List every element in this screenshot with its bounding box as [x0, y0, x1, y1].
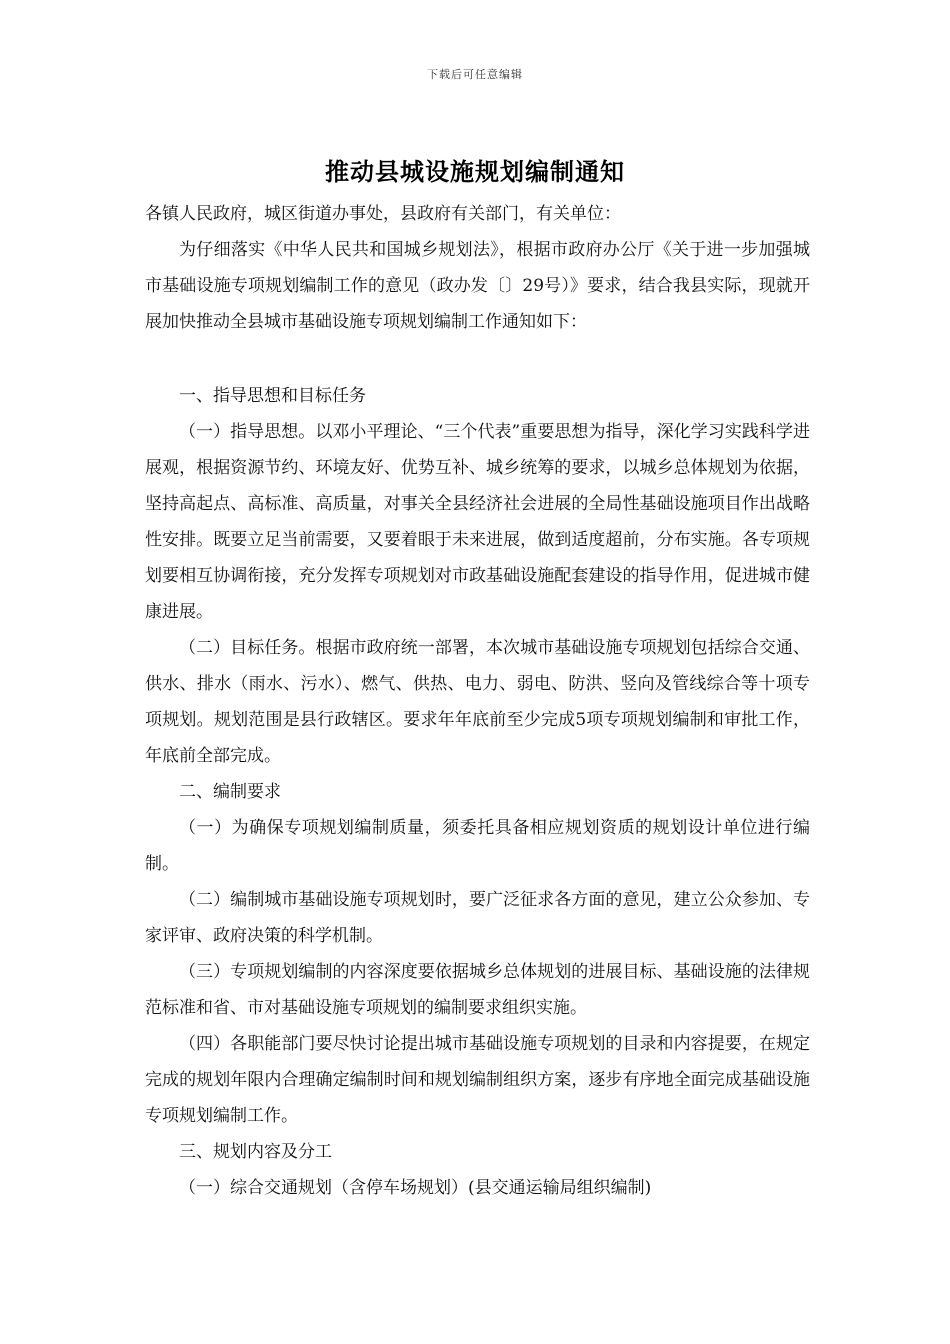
intro-paragraph: 为仔细落实《中华人民共和国城乡规划法》，根据市政府办公厅《关于进一步加强城市基础设施专项规划编制工作的意见（政办发〔〕29号）》要求，结合我县实际，现就开展加快推动全县城市基础设施专项规划编制工作通知如下：: [145, 240, 810, 332]
document-title: 推动县城设施规划编制通知: [325, 157, 625, 186]
section-1-paragraph-2: （二）目标任务。根据市政府统一部署，本次城市基础设施专项规划包括综合交通、供水、排水（雨水、污水）、燃气、供热、电力、弱电、防洪、竖向及管线综合等十项专项规划。规划范围是县行政辖区。要求年年底前至少完成5项专项规划编制和审批工作，年底前全部完成。: [145, 638, 810, 766]
section-2-paragraph-1: （一）为确保专项规划编制质量，须委托具备相应规划资质的规划设计单位进行编制。: [145, 818, 810, 874]
document-body: [145, 196, 810, 1206]
section-2-paragraph-4: （四）各职能部门要尽快讨论提出城市基础设施专项规划的目录和内容提要，在规定完成的规划年限内合理确定编制时间和规划编制组织方案，逐步有序地全面完成基础设施专项规划编制工作。: [145, 1034, 810, 1126]
section-2-paragraph-2: （二）编制城市基础设施专项规划时，要广泛征求各方面的意见，建立公众参加、专家评审、政府决策的科学机制。: [145, 890, 810, 946]
section-3-paragraph-1: （一）综合交通规划（含停车场规划）(县交通运输局组织编制): [179, 1178, 652, 1198]
section-2-paragraph-3: （三）专项规划编制的内容深度要依据城乡总体规划的进展目标、基础设施的法律规范标准和省、市对基础设施专项规划的编制要求组织实施。: [145, 962, 810, 1018]
section-2-heading: 二、编制要求: [179, 782, 281, 802]
header-note: 下载后可任意编辑: [427, 68, 523, 81]
section-1-heading: 一、指导思想和目标任务: [179, 386, 366, 406]
addressee-line: 各镇人民政府，城区街道办事处，县政府有关部门，有关单位：: [145, 204, 621, 224]
section-3-heading: 三、规划内容及分工: [179, 1142, 332, 1162]
section-1-paragraph-1: （一）指导思想。以邓小平理论、“三个代表”重要思想为指导，深化学习实践科学进展观，根据资源节约、环境友好、优势互补、城乡统筹的要求，以城乡总体规划为依据，坚持高起点、高标准、高质量，对事关全县经济社会进展的全局性基础设施项目作出战略性安排。既要立足当前需要，又要着眼于未来进展，做到适度超前，分布实施。各专项规划要相互协调衔接，充分发挥专项规划对市政基础设施配套建设的指导作用，促进城市健康进展。: [145, 422, 810, 622]
paragraph-spacer: [145, 340, 810, 378]
